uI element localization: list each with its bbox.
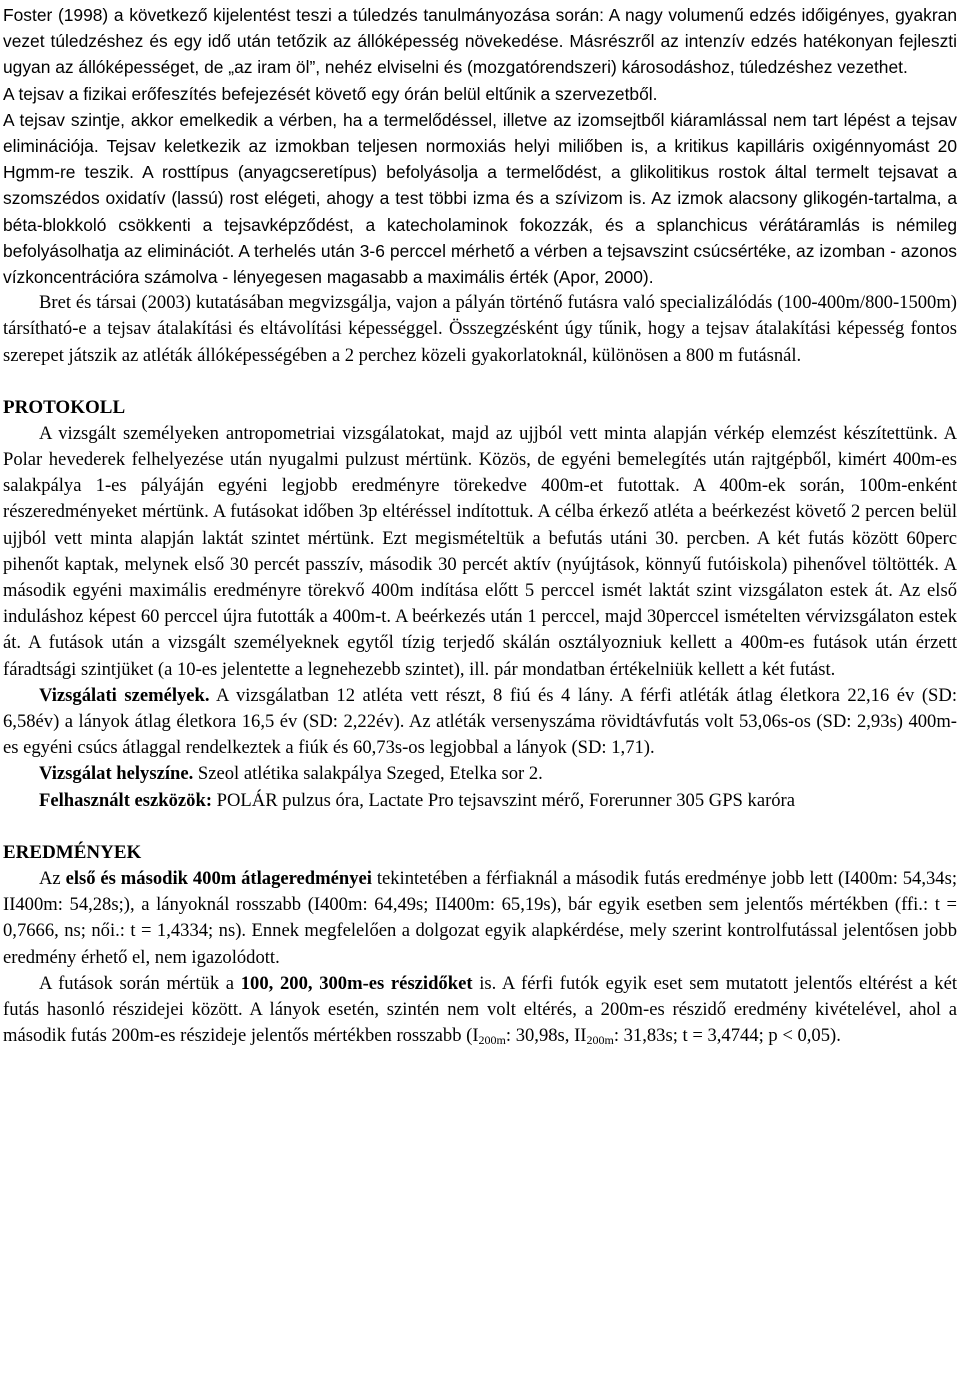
- protokoll-paragraph-1: A vizsgált személyeken antropometriai vizsgálatokat, majd az ujjból vett minta alapján vérkép elemzést készítettünk. A Polar hevederek felhelyezése után nyugalmi pulzust mértünk. Közös, de egyéni bemelegítés után rajtgépből, kimért 400m-es salakpálya 1-es pályáján egyéni legjobb eredményre törekedve 400m-et futottak. A 400m-ek során, 100m-enként részeredményeket mértünk. A futásokat időben 3p eltéréssel indítottuk. A célba érkező atléta a beérkezést követő 2 percen belül ujjból vett minta alapján laktát szintet mértünk. Ezt megismételtük a befutás utáni 30. percben. A két futás között 60perc pihenőt kaptak, melynek első 30 percét passzív, második 30 percét aktív (nyújtások, könnyű futóiskola) pihenővel töltötték. A második egyéni maximális eredményre törekvő 400m indítása előtt 5 perccel ismét laktát szint vizsgálaton estek át. Az első induláshoz képest 60 perccel újra futották a 400m-t. A beérkezés után 1 perccel, majd 30perccel ismételten vérvizsgálaton estek át. A futások után a vizsgált személyeknek egytől tízig terjedő skálán osztályozniuk kellett a 400m-es futások után érzett fáradtsági szintjüket (a 10-es jelentette a legnehezebb szintet), ill. pár mondatban értékelniük kellett a két futást.: [3, 422, 957, 680]
- results-emphasis: 100, 200, 300m-es részidőket: [240, 972, 473, 994]
- results-text: A futások során mértük a: [39, 972, 241, 994]
- results-paragraph-1: [3, 866, 957, 971]
- results-text: Az: [39, 867, 66, 889]
- spacer: [3, 369, 957, 395]
- spacer: [3, 814, 957, 840]
- intro-paragraph-4: Bret és társai (2003) kutatásában megvizsgálja, vajon a pályán történő futásra való specializálódás (100-400m/800-1500m) társítható-e a tejsav átalakítási és eltávolítási képességgel. Összegzésként úgy tűnik, hogy a tejsav átalakítási képesség fontos szerepet játszik az atléták állóképességében a 2 perchez közeli gyakorlatoknál, különösen a 800 m futásnál.: [3, 292, 957, 366]
- results-text: tekintetében a férfiaknál a második futás eredménye jobb lett (I400m: 54,34s; II400m: 54,28s;), a lányoknál rosszabb (I400m: 64,49s; II400m: 65,19s), bár egyik esetben sem jelentős mértékben (ffi.: t = 0,7666, ns; női.: t = 1,4334; ns). Ennek megfelelően a dolgozat egyik alapkérdése, mely szerint kontrolfutással jelentősen jobb eredmény érhető el, nem igazolódott.: [3, 867, 957, 968]
- subjects-paragraph: [3, 683, 957, 762]
- location-label: Vizsgálat helyszíne.: [39, 763, 194, 785]
- equipment-text: POLÁR pulzus óra, Lactate Pro tejsavszint mérő, Forerunner 305 GPS karóra: [212, 789, 796, 811]
- subscript: 200m: [586, 1033, 614, 1048]
- results-paragraph-2: [3, 971, 957, 1050]
- results-text: : 31,83s; t = 3,4744; p < 0,05).: [613, 1025, 841, 1047]
- location-paragraph: [3, 761, 957, 787]
- equipment-label: Felhasznált eszközök:: [39, 789, 213, 811]
- subscript: 200m: [478, 1033, 506, 1048]
- results-text: is. A férfi futók egyik eset sem mutatott jelentős eltérést a két futás hasonló részidejei között. A lányok esetén, szintén nem volt eltérés, a 200m-es részidő eredmény kivételével, ahol a második futás 200m-es részideje jelentős mértékben rosszabb (I: [3, 972, 958, 1047]
- eredmenyek-heading: EREDMÉNYEK: [3, 841, 142, 863]
- intro-paragraph-1: Foster (1998) a következő kijelentést teszi a túledzés tanulmányozása során: A nagy volumenű edzés időigényes, gyakran vezet túledzéshez és egy idő után tetőzik az állóképesség növekedése. Másrészről az intenzív edzés hatékonyan fejleszti ugyan az állóképességet, de „az iram öl”, nehéz elviselni és (mozgatórendszeri) károsodáshoz, túledzéshez vezethet.: [3, 5, 957, 78]
- protokoll-heading: PROTOKOLL: [3, 396, 126, 418]
- results-text: : 30,98s, II: [505, 1025, 587, 1047]
- equipment-paragraph: [3, 788, 957, 814]
- intro-paragraph-3: A tejsav szintje, akkor emelkedik a vérben, ha a termelődéssel, illetve az izomsejtből kiáramlással nem tart lépést a tejsav eliminációja. Tejsav keletkezik az izmokban teljesen normoxiás helyi miliőben is, a kritikus kapilláris oxigénnyomást 20 Hgmm-re teszik. A rosttípus (anyagcseretípus) befolyásolja a termelődést, a glikolitikus rostok által termelt tejsavat a szomszédos oxidatív (lassú) rost elégeti, ahogy a test többi izma és a szívizom is. Az izmok alacsony glikogén-tartalma, a béta-blokkoló csökkenti a tejsavképződést, a katecholaminok fokozzák, és a splanchicus vérátáramlás is némileg befolyásolhatja az eliminációt. A terhelés után 3-6 perccel mérhető a vérben a tejsavszint csúcsértéke, az izomban - azonos vízkoncentrációra számolva - lényegesen magasabb a maximális érték (Apor, 2000).: [3, 109, 957, 288]
- subjects-label: Vizsgálati személyek.: [39, 684, 210, 706]
- intro-paragraph-2: A tejsav a fizikai erőfeszítés befejezését követő egy órán belül eltűnik a szervezetből.: [3, 83, 658, 104]
- results-emphasis: első és második 400m átlageredményei: [65, 867, 372, 889]
- location-text: Szeol atlétika salakpálya Szeged, Etelka sor 2.: [193, 763, 543, 785]
- subjects-text: A vizsgálatban 12 atléta vett részt, 8 fiú és 4 lány. A férfi atléták átlag életkora 22,16 év (SD: 6,58év) a lányok átlag életkora 16,5 év (SD: 2,22év). Az atléták versenyszáma rövidtávfutás volt 53,06s-os (SD: 2,93s) 400m-es egyéni csúcs átlaggal rendelkeztek a fiúk és 60,73s-os legjobbal a lányok (SD: 1,71).: [3, 684, 957, 759]
